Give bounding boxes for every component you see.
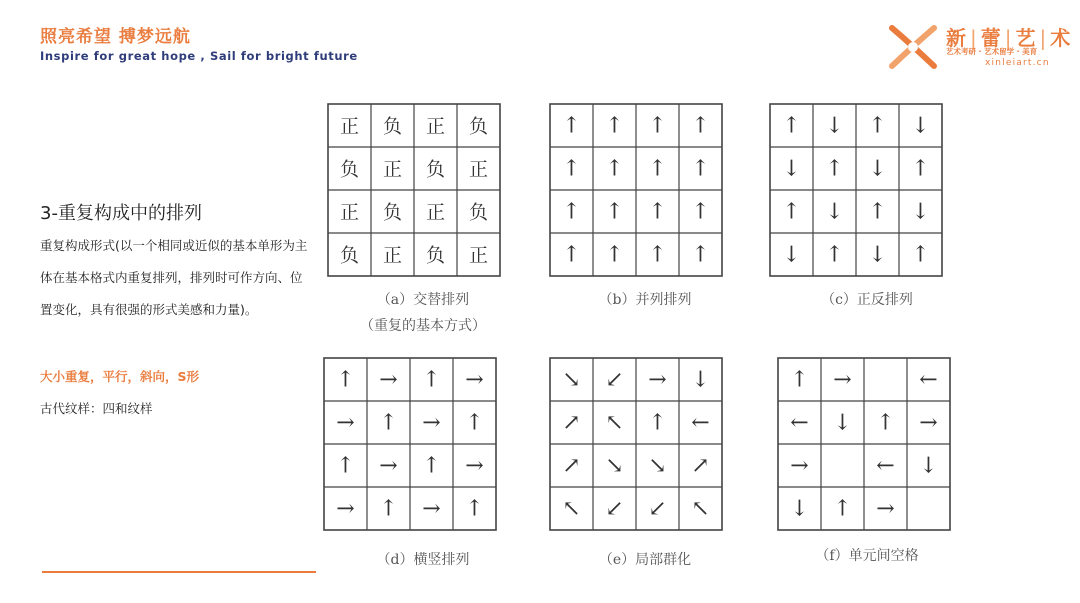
grid-cell-symbol: 正: [339, 201, 360, 224]
grid-cell-symbol: ↑: [422, 367, 441, 393]
grid-cell-symbol: ↑: [379, 410, 398, 436]
grid-cell-symbol: 正: [339, 115, 360, 138]
grid-cell-symbol: ↑: [876, 410, 895, 436]
grid-cell-symbol: ↖: [691, 496, 710, 522]
grid-cell-symbol: ↓: [790, 496, 809, 522]
grid-panel: [328, 104, 500, 276]
grid-cell-symbol: ↙: [605, 496, 624, 522]
grid-panel: [778, 358, 950, 530]
grid-cell-symbol: ↑: [465, 496, 484, 522]
grid-cell-symbol: 负: [468, 115, 489, 138]
grid-cell-symbol: ↑: [911, 242, 930, 268]
grid-cell-symbol: →: [422, 410, 441, 436]
grid-cell-symbol: ←: [919, 367, 938, 393]
grid-cell-symbol: ↑: [562, 242, 581, 268]
grid-cell-symbol: ↑: [868, 113, 887, 139]
grid-cell-symbol: ↓: [782, 156, 801, 182]
grid-cell-symbol: ↘: [648, 453, 667, 479]
grid-cell-symbol: ↑: [336, 453, 355, 479]
grid-cell-symbol: 负: [382, 115, 403, 138]
note-text: 古代纹样：四和纹样: [40, 401, 153, 416]
caption-d: （d）横竖排列: [376, 552, 470, 568]
grid-cell-symbol: 正: [382, 244, 403, 267]
grid-cell-symbol: ↑: [782, 113, 801, 139]
grid-cell-symbol: ↑: [562, 199, 581, 225]
grid-cell-symbol: ↑: [825, 156, 844, 182]
grid-cell-symbol: ↓: [691, 367, 710, 393]
grid-cell-symbol: ↑: [782, 199, 801, 225]
grid-cell-symbol: →: [833, 367, 852, 393]
body-paragraph: 重复构成形式(以一个相同或近似的基本单形为主体在基本格式内重复排列，排列时可作方向、位置变化，具有很强的形式美感和力量)。: [40, 238, 308, 317]
grid-cell-symbol: →: [379, 453, 398, 479]
grid-cell-symbol: ↗: [562, 453, 581, 479]
logo-name: 新 | 蕾 | 艺 | 术: [946, 26, 1071, 50]
grid-cell-symbol: ↘: [562, 367, 581, 393]
grid-cell-symbol: ↑: [868, 199, 887, 225]
subcaption-a: （重复的基本方式）: [360, 318, 486, 334]
grid-cell-symbol: ↙: [605, 367, 624, 393]
grid-cell-symbol: 正: [468, 158, 489, 181]
grid-cell-symbol: ←: [790, 410, 809, 436]
logo-url: xinleiart.cn: [985, 58, 1050, 68]
grid-cell-symbol: →: [336, 410, 355, 436]
grid-cell-symbol: ↓: [868, 156, 887, 182]
slogan-en: Inspire for great hope , Sail for bright future: [40, 49, 358, 63]
grid-cell-symbol: ↑: [605, 113, 624, 139]
grid-cell-symbol: ↑: [648, 199, 667, 225]
grid-cell-symbol: ↑: [422, 453, 441, 479]
grid-panel: [324, 358, 496, 530]
logo-char-4: 术: [1050, 26, 1071, 50]
grid-cell-symbol: →: [876, 496, 895, 522]
grid-cell-symbol: ←: [876, 453, 895, 479]
grid-cell-symbol: ↑: [562, 113, 581, 139]
grid-cell-symbol: 负: [425, 158, 446, 181]
grid-cell-symbol: ↑: [825, 242, 844, 268]
grid-cell-symbol: 负: [425, 244, 446, 267]
grid-cell-symbol: 正: [382, 158, 403, 181]
grid-cell-symbol: 负: [339, 244, 360, 267]
grid-cell-symbol: ↑: [465, 410, 484, 436]
grid-cell-symbol: ↓: [825, 199, 844, 225]
grid-cell-symbol: ↓: [868, 242, 887, 268]
grid-cell-symbol: →: [465, 453, 484, 479]
caption-e: （e）局部群化: [598, 552, 692, 568]
grid-cell-symbol: ↙: [648, 496, 667, 522]
grid-panel: [550, 104, 722, 276]
footer-divider: [42, 571, 316, 573]
grid-cell-symbol: →: [422, 496, 441, 522]
grid-cell-symbol: ↓: [825, 113, 844, 139]
grid-cell-symbol: ↑: [691, 156, 710, 182]
grid-cell-symbol: ←: [691, 410, 710, 436]
grid-cell-symbol: ↑: [648, 242, 667, 268]
grid-cell-symbol: ↓: [911, 199, 930, 225]
grid-cell-symbol: →: [465, 367, 484, 393]
logo-tagline: 艺术考研 · 艺术留学 · 美育: [946, 47, 1038, 56]
grid-cell-symbol: 负: [382, 201, 403, 224]
grid-cell-symbol: ↑: [336, 367, 355, 393]
grid-cell-symbol: ↑: [833, 496, 852, 522]
grid-cell-symbol: ↓: [782, 242, 801, 268]
grid-cell-symbol: ↑: [648, 113, 667, 139]
caption-f: （f）单元间空格: [815, 548, 919, 564]
grid-cell-symbol: ↑: [648, 156, 667, 182]
grid-cell-symbol: ↓: [911, 113, 930, 139]
grid-cell-symbol: ↑: [691, 113, 710, 139]
grid-cell-symbol: ↓: [833, 410, 852, 436]
grid-cell-symbol: ↑: [605, 156, 624, 182]
logo-char-2: 蕾: [980, 26, 1001, 50]
grid-cell-symbol: →: [648, 367, 667, 393]
caption-c: （c）正反排列: [821, 292, 913, 308]
grid-cell-symbol: ↘: [605, 453, 624, 479]
grid-panel: [770, 104, 942, 276]
logo-mark-icon: [888, 24, 938, 70]
grid-cell-symbol: ↑: [691, 242, 710, 268]
caption-a: （a）交替排列: [376, 292, 470, 308]
grid-cell-symbol: 正: [425, 201, 446, 224]
slogan-cn: 照亮希望 搏梦远航: [40, 27, 191, 47]
grid-cell-symbol: ↖: [605, 410, 624, 436]
grid-cell-symbol: 正: [425, 115, 446, 138]
grid-cell-symbol: →: [336, 496, 355, 522]
grid-cell-symbol: ↑: [605, 199, 624, 225]
grid-panel: [550, 358, 722, 530]
grid-cell-symbol: ↗: [562, 410, 581, 436]
logo-char-1: 新: [946, 26, 966, 50]
grid-cell-symbol: ↑: [648, 410, 667, 436]
grid-cell-symbol: ↗: [691, 453, 710, 479]
grid-cell-symbol: 负: [339, 158, 360, 181]
grid-cell-symbol: →: [379, 367, 398, 393]
grid-cell-symbol: 正: [468, 244, 489, 267]
grid-cell-symbol: ↑: [790, 367, 809, 393]
caption-b: （b）并列排列: [598, 292, 692, 308]
arrangement-figure: [318, 92, 968, 566]
grid-cell-symbol: ↑: [691, 199, 710, 225]
logo-char-3: 艺: [1015, 26, 1036, 50]
grid-cell-symbol: ↓: [919, 453, 938, 479]
grid-cell-symbol: ↑: [562, 156, 581, 182]
grid-cell-symbol: ↑: [911, 156, 930, 182]
section-title: 3-重复构成中的排列: [40, 203, 202, 224]
grid-cell-symbol: ↖: [562, 496, 581, 522]
highlight-text: 大小重复，平行，斜向，S形: [40, 369, 200, 384]
grid-cell-symbol: →: [790, 453, 809, 479]
grid-cell-symbol: ↑: [605, 242, 624, 268]
grid-cell-symbol: ↑: [379, 496, 398, 522]
grid-cell-symbol: →: [919, 410, 938, 436]
grid-cell-symbol: 负: [468, 201, 489, 224]
